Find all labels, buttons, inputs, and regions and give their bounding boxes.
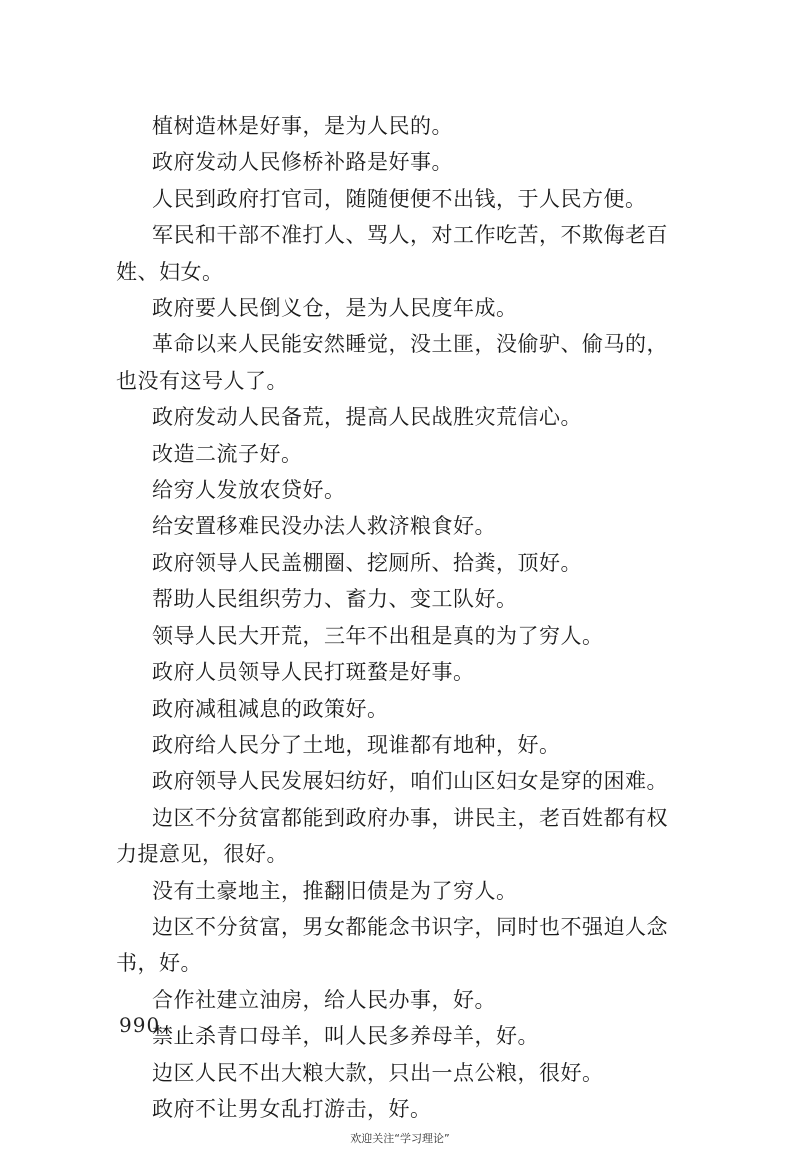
paragraph: 政府不让男女乱打游击，好。 <box>152 1096 432 1121</box>
paragraph: 政府发动人民修桥补路是好事。 <box>152 150 453 175</box>
paragraph: 政府领导人民盖棚圈、挖厕所、拾粪，顶好。 <box>152 550 582 575</box>
paragraph: 合作社建立油房，给人民办事，好。 <box>152 987 496 1012</box>
paragraph: 边区不分贫富都能到政府办事，讲民主，老百姓都有权力提意见，很好。 <box>116 805 668 867</box>
paragraph: 禁止杀青口母羊，叫人民多养母羊，好。 <box>152 1024 539 1049</box>
page-number: 990 <box>119 1013 161 1037</box>
paragraph: 政府减租减息的政策好。 <box>152 696 389 721</box>
paragraph: 政府人员领导人民打斑蝥是好事。 <box>152 660 475 685</box>
paragraph: 改造二流子好。 <box>152 441 303 466</box>
body-text <box>116 108 686 1127</box>
paragraph: 给安置移难民没办法人救济粮食好。 <box>152 514 496 539</box>
paragraph: 革命以来人民能安然睡觉，没土匪，没偷驴、偷马的，也没有这号人了。 <box>116 332 668 393</box>
paragraph: 政府领导人民发展妇纺好，咱们山区妇女是穿的困难。 <box>152 769 668 794</box>
footer-note: 欢迎关注“学习理论” <box>350 1132 450 1145</box>
paragraph: 没有土豪地主，推翻旧债是为了穷人。 <box>152 878 518 903</box>
paragraph: 人民到政府打官司，随随便便不出钱，于人民方便。 <box>152 186 647 211</box>
paragraph: 政府要人民倒义仓，是为人民度年成。 <box>152 296 518 321</box>
paragraph: 军民和干部不准打人、骂人，对工作吃苦，不欺侮老百姓、妇女。 <box>116 223 668 284</box>
paragraph: 给穷人发放农贷好。 <box>152 478 346 503</box>
paragraph: 边区人民不出大粮大款，只出一点公粮，很好。 <box>152 1060 604 1085</box>
paragraph: 植树造林是好事，是为人民的。 <box>152 114 453 138</box>
paragraph: 边区不分贫富，男女都能念书识字，同时也不强迫人念书，好。 <box>116 914 668 976</box>
paragraph: 政府给人民分了土地，现谁都有地种，好。 <box>152 732 561 757</box>
paragraph: 政府发动人民备荒，提高人民战胜灾荒信心。 <box>152 405 582 430</box>
paragraph: 领导人民大开荒，三年不出租是真的为了穷人。 <box>152 623 604 648</box>
paragraph: 帮助人民组织劳力、畜力、变工队好。 <box>152 587 518 612</box>
